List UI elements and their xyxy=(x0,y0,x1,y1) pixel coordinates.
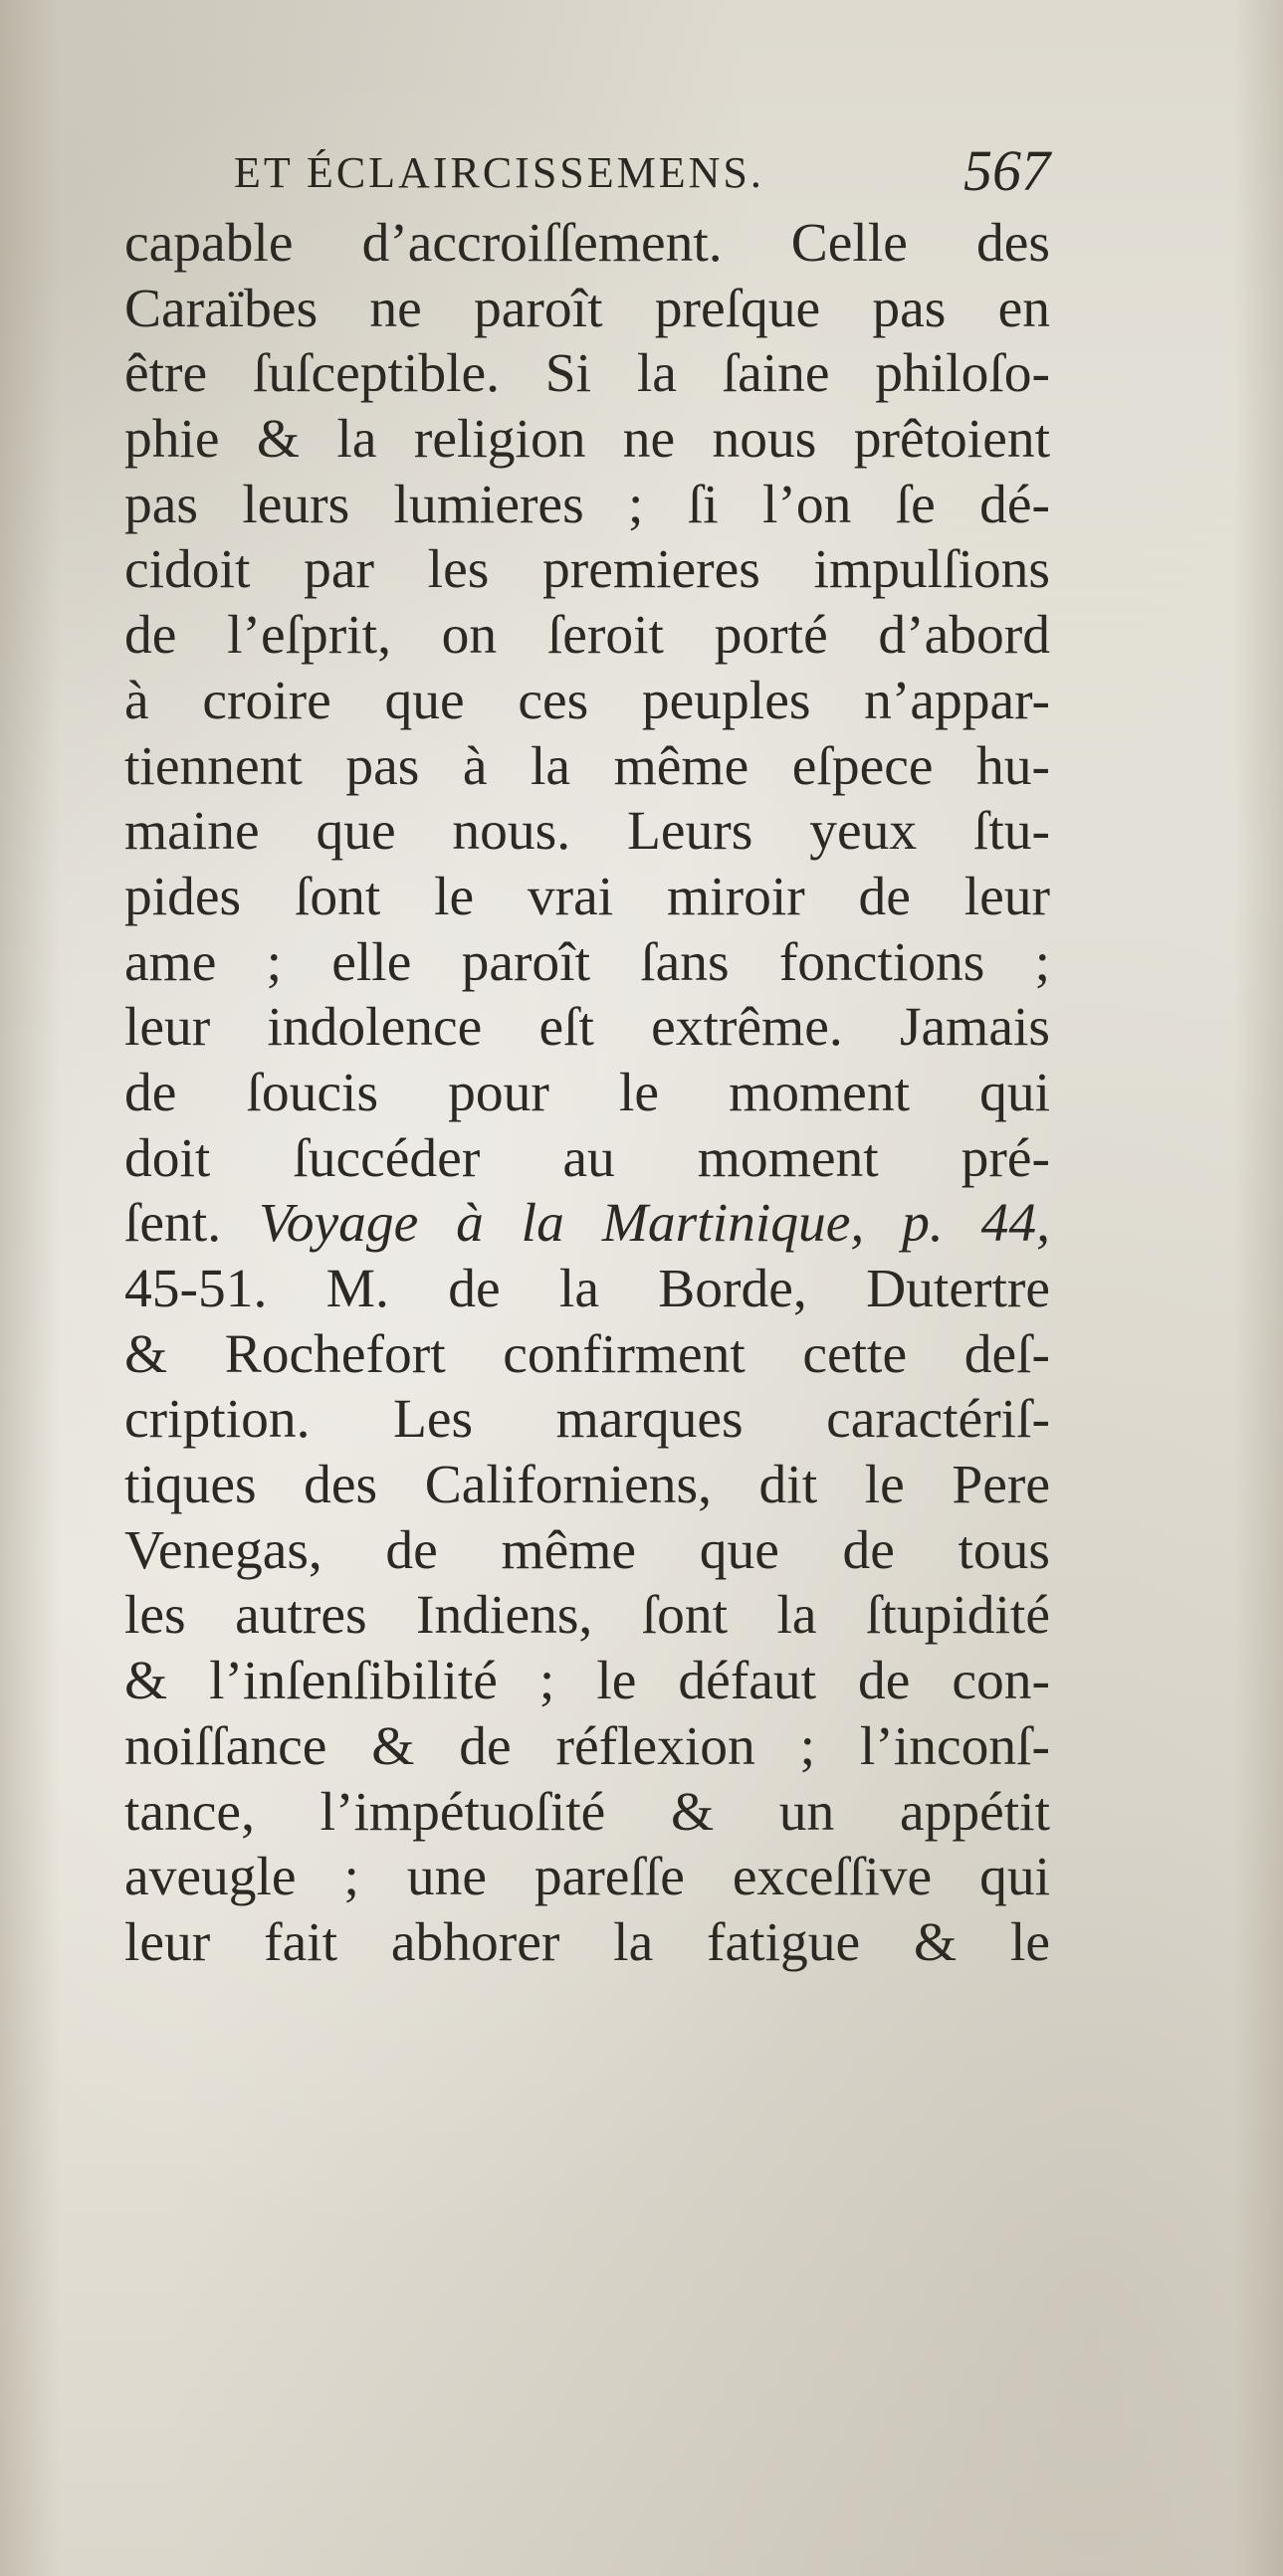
text-line: capable d’accroiſſement. Celle des xyxy=(124,213,1050,274)
text-line: & Rochefort confirment cette deſ- xyxy=(124,1323,1050,1385)
page-header xyxy=(234,137,1050,207)
citation-lead: ſent. xyxy=(124,1193,222,1255)
text-line: pas leurs lumieres ; ſi l’on ſe dé- xyxy=(124,474,1050,535)
text-line: Venegas, de même que de tous xyxy=(124,1519,1050,1581)
text-line: aveugle ; une pareſſe exceſſive qui xyxy=(124,1847,1050,1908)
text-line: cription. Les marques caractériſ- xyxy=(124,1389,1050,1451)
text-line: pides ſont le vrai miroir de leur xyxy=(124,866,1050,927)
text-line: phie & la religion ne nous prêtoient xyxy=(124,409,1050,471)
text-line: de l’eſprit, on ſeroit porté d’abord xyxy=(124,605,1050,667)
text-line: les autres Indiens, ſont la ſtupidité xyxy=(124,1585,1050,1647)
text-line-citation xyxy=(124,1191,1050,1257)
text-line: leur indolence eſt extrême. Jamais xyxy=(124,997,1050,1059)
running-head: ET ÉCLAIRCISSEMENS. xyxy=(234,148,764,197)
text-line: 45-51. M. de la Borde, Dutertre xyxy=(124,1259,1050,1319)
body-text xyxy=(124,211,1050,1976)
text-line: & l’inſenſibilité ; le défaut de con- xyxy=(124,1651,1050,1712)
citation-title: Voyage à la Martinique, p. 44, xyxy=(258,1193,1050,1255)
text-line: maine que nous. Leurs yeux ſtu- xyxy=(124,801,1050,863)
text-line: tiques des Californiens, dit le Pere xyxy=(124,1455,1050,1516)
page-number: 567 xyxy=(963,138,1050,203)
text-line: cidoit par les premieres impulſions xyxy=(124,539,1050,601)
text-line: de ſoucis pour le moment qui xyxy=(124,1062,1050,1123)
text-line: être ſuſceptible. Si la ſaine philoſo- xyxy=(124,343,1050,405)
text-line: tance, l’impétuoſité & un appétit xyxy=(124,1781,1050,1843)
text-line: leur fait abhorer la fatigue & le xyxy=(124,1911,1050,1973)
text-line: Caraïbes ne paroît preſque pas en xyxy=(124,278,1050,339)
text-line: doit ſuccéder au moment pré- xyxy=(124,1127,1050,1189)
text-line: tiennent pas à la même eſpece hu- xyxy=(124,735,1050,797)
text-line: ame ; elle paroît ſans fonctions ; xyxy=(124,931,1050,993)
text-line: noiſſance & de réflexion ; l’inconſ- xyxy=(124,1715,1050,1777)
text-line: à croire que ces peuples n’appar- xyxy=(124,670,1050,731)
